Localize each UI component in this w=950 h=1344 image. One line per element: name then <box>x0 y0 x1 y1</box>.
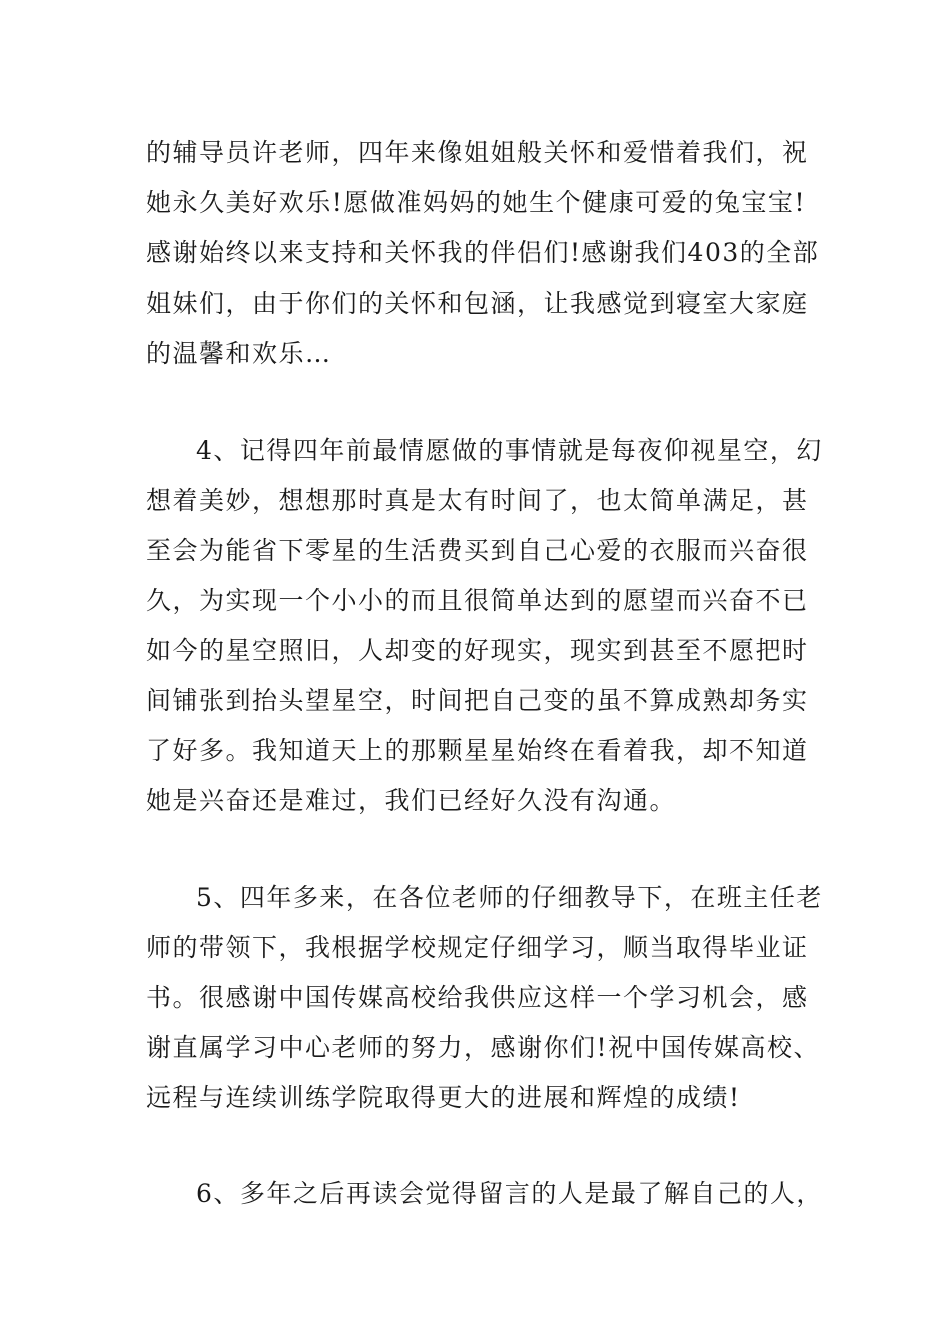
p4-line-2: 想着美妙，想想那时真是太有时间了，也太简单满足，甚 <box>146 486 809 515</box>
p4-line-6: 间铺张到抬头望星空，时间把自己变的虽不算成熟却务实 <box>146 686 809 715</box>
p4-line-1: 4、记得四年前最情愿做的事情就是每夜仰视星空，幻 <box>196 436 823 465</box>
p4-line-8: 她是兴奋还是难过，我们已经好久没有沟通。 <box>146 786 677 815</box>
p3-line-1: 的辅导员许老师，四年来像姐姐般关怀和爱惜着我们，祝 <box>146 138 809 167</box>
p5-line-3: 书。很感谢中国传媒高校给我供应这样一个学习机会，感 <box>146 983 809 1012</box>
p4-line-7: 了好多。我知道天上的那颗星星始终在看着我，却不知道 <box>146 736 809 765</box>
p5-line-4: 谢直属学习中心老师的努力，感谢你们!祝中国传媒高校、 <box>146 1033 821 1062</box>
p3-line-4: 姐妹们，由于你们的关怀和包涵，让我感觉到寝室大家庭 <box>146 289 809 318</box>
p6-line-1: 6、多年之后再读会觉得留言的人是最了解自己的人， <box>196 1179 823 1208</box>
p3-line-2: 她永久美好欢乐!愿做准妈妈的她生个健康可爱的兔宝宝! <box>146 188 806 217</box>
p5-line-1: 5、四年多来，在各位老师的仔细教导下，在班主任老 <box>196 883 823 912</box>
p4-line-4: 久，为实现一个小小的而且很简单达到的愿望而兴奋不已 <box>146 586 809 615</box>
p4-line-3: 至会为能省下零星的生活费买到自己心爱的衣服而兴奋很 <box>146 536 809 565</box>
p5-line-5: 远程与连续训练学院取得更大的进展和辉煌的成绩! <box>146 1083 741 1112</box>
p3-line-5: 的温馨和欢乐… <box>146 339 332 368</box>
p5-line-2: 师的带领下，我根据学校规定仔细学习，顺当取得毕业证 <box>146 933 809 962</box>
p4-line-5: 如今的星空照旧，人却变的好现实，现实到甚至不愿把时 <box>146 636 809 665</box>
p3-line-3: 感谢始终以来支持和关怀我的伴侣们!感谢我们403的全部 <box>146 238 820 267</box>
